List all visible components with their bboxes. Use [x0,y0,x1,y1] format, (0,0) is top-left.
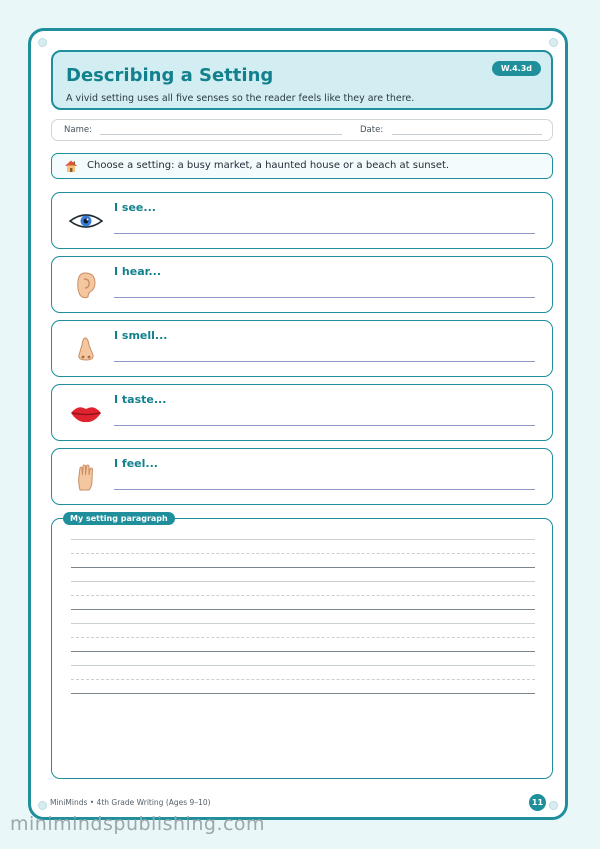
footer-text: MiniMinds • 4th Grade Writing (Ages 9–10) [50,798,211,807]
page-number: 11 [529,794,546,811]
answer-line[interactable] [114,297,535,298]
writing-guide-line [71,595,535,596]
writing-guide-line [71,623,535,624]
hand-icon [67,463,105,491]
date-label: Date: [360,125,384,135]
sense-box-hear [51,256,553,313]
paragraph-label: My setting paragraph [63,512,175,525]
watermark: minimindspublishing.com [10,813,266,835]
ear-icon [67,271,105,299]
setting-paragraph-box [51,514,553,779]
standard-badge: W.4.3d [492,61,541,76]
sense-label: I see... [114,201,156,214]
answer-line[interactable] [114,361,535,362]
worksheet-page [28,28,568,820]
writing-guide-line [71,651,535,652]
writing-guide-line [71,539,535,540]
sense-label: I taste... [114,393,167,406]
name-field[interactable] [100,134,342,135]
sense-box-taste [51,384,553,441]
answer-line[interactable] [114,233,535,234]
date-field[interactable] [392,134,542,135]
corner-dot [549,801,558,810]
corner-dot [38,38,47,47]
sense-label: I hear... [114,265,162,278]
setting-prompt [51,153,553,179]
name-date-bar [51,119,553,141]
sense-box-see [51,192,553,249]
house-icon [64,159,78,173]
sense-box-feel [51,448,553,505]
writing-guide-line [71,567,535,568]
answer-line[interactable] [114,425,535,426]
sense-label: I feel... [114,457,158,470]
answer-line[interactable] [114,489,535,490]
sense-label: I smell... [114,329,168,342]
writing-guide-line [71,679,535,680]
worksheet-header [51,50,553,110]
lips-icon [67,399,105,427]
name-label: Name: [64,125,92,135]
writing-guide-line [71,553,535,554]
nose-icon [67,335,105,363]
corner-dot [549,38,558,47]
eye-icon [67,207,105,235]
writing-guide-line [71,581,535,582]
corner-dot [38,801,47,810]
sense-box-smell [51,320,553,377]
writing-guide-line [71,665,535,666]
writing-guide-line [71,609,535,610]
page-title: Describing a Setting [66,65,274,86]
writing-guide-line [71,693,535,694]
page-subtitle: A vivid setting uses all five senses so the reader feels like they are there. [66,93,415,104]
prompt-text: Choose a setting: a busy market, a haunted house or a beach at sunset. [87,160,450,171]
writing-guide-line [71,637,535,638]
